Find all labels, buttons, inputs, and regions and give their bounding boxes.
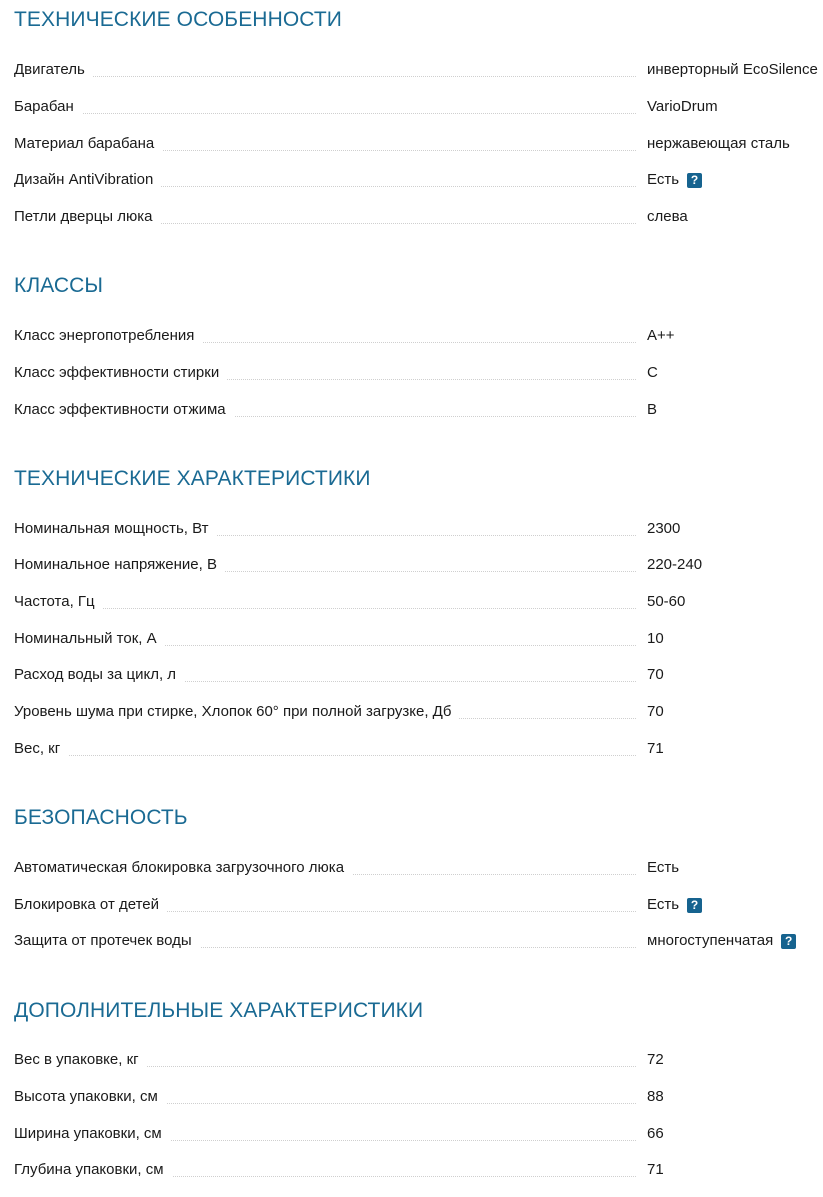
spec-label-wrap [14, 663, 636, 687]
dotted-leader [14, 113, 636, 114]
spec-row [0, 168, 823, 192]
spec-value: 10 [647, 630, 664, 647]
spec-row [0, 205, 823, 229]
spec-row [0, 929, 823, 953]
spec-row [0, 1085, 823, 1109]
dotted-leader [14, 755, 636, 756]
spec-label: Уровень шума при стирке, Хлопок 60° при полной загрузке, Дб [14, 702, 459, 722]
spec-label-wrap [14, 132, 636, 156]
spec-label: Номинальное напряжение, В [14, 555, 225, 575]
spec-value: нержавеющая сталь [647, 135, 790, 152]
spec-label-wrap [14, 517, 636, 541]
spec-value-wrap [647, 60, 818, 80]
spec-label-wrap [14, 1158, 636, 1182]
spec-value: 50-60 [647, 593, 686, 610]
spec-label: Вес, кг [14, 739, 68, 759]
spec-label-wrap [14, 893, 636, 917]
spec-row [0, 553, 823, 577]
spec-value: многоступенчатая [647, 932, 774, 949]
spec-value: 220-240 [647, 556, 703, 573]
spec-row [0, 1158, 823, 1182]
spec-value-wrap [647, 134, 790, 154]
spec-label: Частота, Гц [14, 592, 103, 612]
spec-row [0, 361, 823, 385]
spec-value-wrap [647, 1124, 664, 1144]
spec-label-wrap [14, 627, 636, 651]
spec-value-wrap [647, 400, 657, 420]
spec-value: 71 [647, 740, 664, 757]
spec-value-wrap [647, 519, 680, 539]
spec-value: 72 [647, 1051, 664, 1068]
spec-value: 66 [647, 1125, 664, 1142]
spec-row [0, 1048, 823, 1072]
spec-label: Глубина упаковки, см [14, 1160, 172, 1180]
spec-value-wrap [647, 1160, 664, 1180]
spec-label: Расход воды за цикл, л [14, 665, 184, 685]
spec-label: Класс эффективности стирки [14, 363, 227, 383]
spec-row [0, 856, 823, 880]
spec-label-wrap [14, 1085, 636, 1109]
spec-row [0, 132, 823, 156]
spec-value-wrap [647, 629, 664, 649]
spec-row [0, 590, 823, 614]
spec-label-wrap [14, 929, 636, 953]
section-title: БЕЗОПАСНОСТЬ [14, 806, 188, 829]
spec-label: Блокировка от детей [14, 895, 167, 915]
spec-value-wrap [647, 665, 664, 685]
spec-label-wrap [14, 168, 636, 192]
help-icon[interactable]: ? [687, 173, 702, 188]
spec-value-wrap [647, 363, 658, 383]
spec-value-wrap [647, 858, 679, 878]
spec-row [0, 893, 823, 917]
spec-label-wrap [14, 1048, 636, 1072]
spec-label: Класс энергопотребления [14, 326, 202, 346]
spec-label-wrap [14, 737, 636, 761]
spec-label-wrap [14, 553, 636, 577]
spec-value-wrap [647, 555, 702, 575]
spec-row [0, 398, 823, 422]
spec-value: Есть [647, 859, 680, 876]
spec-row [0, 324, 823, 348]
spec-value: слева [647, 208, 688, 225]
spec-value-wrap [647, 1087, 664, 1107]
spec-value: Есть [647, 896, 680, 913]
spec-label: Барабан [14, 97, 82, 117]
spec-value-wrap [647, 97, 718, 117]
spec-value: A++ [647, 327, 675, 344]
spec-label: Номинальный ток, А [14, 629, 165, 649]
section-title: ТЕХНИЧЕСКИЕ ХАРАКТЕРИСТИКИ [14, 467, 371, 490]
spec-row [0, 1122, 823, 1146]
spec-label-wrap [14, 398, 636, 422]
spec-label-wrap [14, 95, 636, 119]
spec-row [0, 737, 823, 761]
spec-label: Петли дверцы люка [14, 207, 160, 227]
spec-value: 70 [647, 703, 664, 720]
spec-value: B [647, 401, 658, 418]
spec-label: Номинальная мощность, Вт [14, 519, 217, 539]
help-icon[interactable]: ? [687, 898, 702, 913]
spec-value-wrap [647, 592, 685, 612]
spec-label-wrap [14, 700, 636, 724]
spec-value: VarioDrum [647, 98, 718, 115]
spec-label: Автоматическая блокировка загрузочного люка [14, 858, 352, 878]
spec-label: Материал барабана [14, 134, 162, 154]
spec-row [0, 517, 823, 541]
spec-value-wrap [647, 931, 796, 951]
spec-value: 70 [647, 666, 664, 683]
spec-value-wrap [647, 170, 702, 190]
spec-label-wrap [14, 1122, 636, 1146]
spec-row [0, 627, 823, 651]
spec-value: 2300 [647, 520, 681, 537]
spec-value-wrap [647, 326, 675, 346]
spec-label-wrap [14, 361, 636, 385]
spec-value: 88 [647, 1088, 664, 1105]
spec-label-wrap [14, 856, 636, 880]
spec-label-wrap [14, 205, 636, 229]
section-title: КЛАССЫ [14, 274, 104, 297]
help-icon[interactable]: ? [781, 934, 796, 949]
spec-value-wrap [647, 895, 702, 915]
spec-value: 71 [647, 1161, 664, 1178]
spec-label: Класс эффективности отжима [14, 400, 234, 420]
spec-label: Ширина упаковки, см [14, 1124, 170, 1144]
section-title: ДОПОЛНИТЕЛЬНЫЕ ХАРАКТЕРИСТИКИ [14, 999, 424, 1022]
spec-value-wrap [647, 207, 688, 227]
spec-value: Есть [647, 171, 680, 188]
spec-label: Дизайн AntiVibration [14, 170, 161, 190]
spec-row [0, 663, 823, 687]
spec-label-wrap [14, 58, 636, 82]
spec-label-wrap [14, 324, 636, 348]
spec-row [0, 700, 823, 724]
spec-label-wrap [14, 590, 636, 614]
spec-value: инверторный EcoSilence [647, 61, 818, 78]
dotted-leader [14, 608, 636, 609]
spec-label: Вес в упаковке, кг [14, 1050, 147, 1070]
spec-row [0, 58, 823, 82]
section-title: ТЕХНИЧЕСКИЕ ОСОБЕННОСТИ [14, 8, 342, 31]
spec-label: Защита от протечек воды [14, 931, 200, 951]
spec-value-wrap [647, 702, 664, 722]
spec-value-wrap [647, 1050, 664, 1070]
dotted-leader [14, 76, 636, 77]
spec-label: Двигатель [14, 60, 93, 80]
spec-label: Высота упаковки, см [14, 1087, 166, 1107]
spec-row [0, 95, 823, 119]
spec-value-wrap [647, 739, 664, 759]
spec-value: C [647, 364, 658, 381]
